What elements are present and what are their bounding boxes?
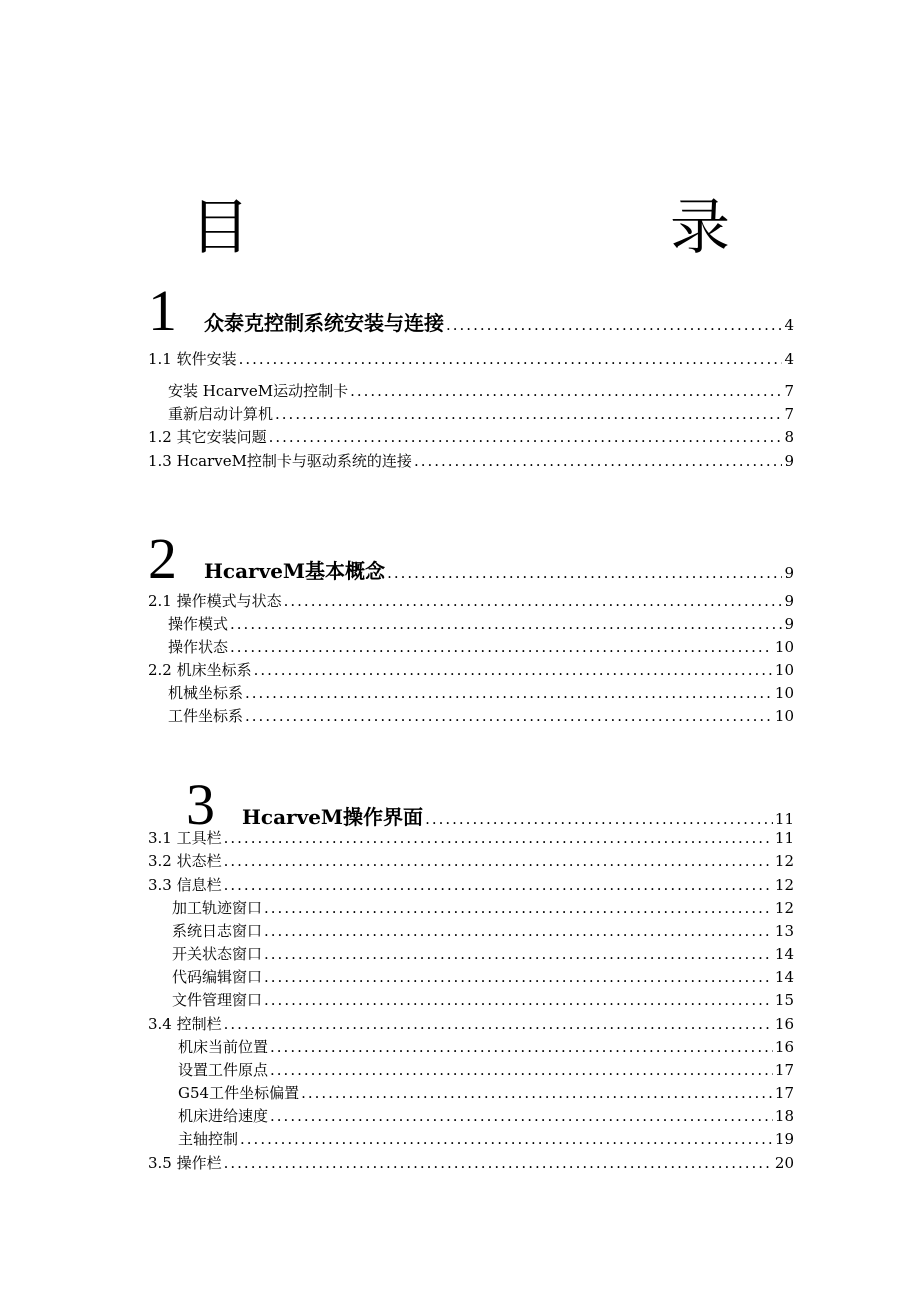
toc-entry[interactable]	[148, 827, 794, 849]
toc-entry[interactable]	[148, 348, 794, 370]
dot-leader	[254, 659, 773, 681]
toc-entry[interactable]	[178, 1082, 794, 1104]
chapter-number: 1	[148, 278, 177, 343]
page-number: 14	[774, 968, 794, 986]
dot-leader	[264, 920, 773, 942]
page-number: 10	[774, 638, 794, 656]
entry-label: 2.2 机床坐标系	[148, 661, 252, 679]
entry-label: 1.3 HcarveM控制卡与驱动系统的连接	[148, 452, 412, 470]
page-number: 20	[774, 1154, 794, 1172]
page-number: 10	[774, 661, 794, 679]
dot-leader	[264, 943, 773, 965]
page-title: 目 录	[190, 193, 830, 263]
dot-leader	[387, 564, 782, 582]
dot-leader	[240, 1128, 773, 1150]
toc-entry[interactable]	[148, 1152, 794, 1174]
page-number: 7	[784, 405, 794, 423]
dot-leader	[270, 1036, 773, 1058]
dot-leader	[224, 1013, 773, 1035]
toc-entry[interactable]	[148, 590, 794, 612]
toc-entry[interactable]	[148, 659, 794, 681]
toc-entry[interactable]	[148, 874, 794, 896]
entry-label: 3.4 控制栏	[148, 1015, 222, 1033]
page-number: 11	[774, 829, 794, 847]
dot-leader	[350, 380, 782, 402]
dot-leader	[224, 850, 773, 872]
chapter-title: HcarveM操作界面	[242, 805, 424, 829]
entry-label: 机械坐标系	[168, 684, 244, 702]
dot-leader	[414, 450, 783, 472]
chapter-title: 众泰克控制系统安装与连接	[204, 311, 444, 335]
page-number: 15	[774, 991, 794, 1009]
toc-entry[interactable]	[168, 613, 794, 635]
toc-chapter-3[interactable]	[186, 772, 794, 837]
dot-leader	[269, 426, 783, 448]
page-number: 11	[774, 810, 794, 828]
entry-label: 3.5 操作栏	[148, 1154, 222, 1172]
chapter-title: HcarveM基本概念	[204, 559, 386, 583]
toc-entry[interactable]	[178, 1105, 794, 1127]
toc-entry[interactable]	[168, 380, 794, 402]
entry-label: 机床当前位置	[178, 1038, 269, 1056]
toc-chapter-2[interactable]	[148, 526, 794, 591]
entry-label: 3.2 状态栏	[148, 852, 222, 870]
toc-entry[interactable]	[168, 403, 794, 425]
dot-leader	[245, 705, 773, 727]
page-number: 17	[774, 1061, 794, 1079]
toc-entry[interactable]	[168, 636, 794, 658]
page-number: 13	[774, 922, 794, 940]
entry-label: 3.3 信息栏	[148, 876, 222, 894]
dot-leader	[230, 636, 773, 658]
entry-label: 1.2 其它安装问题	[148, 428, 267, 446]
page-number: 19	[774, 1130, 794, 1148]
entry-label: 加工轨迹窗口	[172, 899, 263, 917]
dot-leader	[270, 1105, 773, 1127]
entry-label: 设置工件原点	[178, 1061, 269, 1079]
page-number: 9	[784, 592, 794, 610]
toc-entry[interactable]	[172, 966, 794, 988]
page-number: 4	[784, 316, 794, 334]
toc-entry[interactable]	[172, 920, 794, 942]
toc-entry[interactable]	[168, 705, 794, 727]
toc-entry[interactable]	[148, 1013, 794, 1035]
dot-leader	[301, 1082, 773, 1104]
entry-label: 3.1 工具栏	[148, 829, 222, 847]
dot-leader	[239, 348, 783, 370]
entry-label: 工件坐标系	[168, 707, 244, 725]
toc-entry[interactable]	[148, 450, 794, 472]
page-number: 7	[784, 382, 794, 400]
page-number: 8	[784, 428, 794, 446]
entry-label: 开关状态窗口	[172, 945, 263, 963]
dot-leader	[224, 1152, 773, 1174]
toc-entry[interactable]	[172, 943, 794, 965]
entry-label: 安装 HcarveM运动控制卡	[168, 382, 349, 400]
entry-label: 机床进给速度	[178, 1107, 269, 1125]
toc-entry[interactable]	[172, 897, 794, 919]
page-number: 4	[784, 350, 794, 368]
toc-entry[interactable]	[178, 1128, 794, 1150]
dot-leader	[275, 403, 782, 425]
toc-chapter-1[interactable]	[148, 278, 794, 343]
entry-label: G54工件坐标偏置	[178, 1084, 300, 1102]
chapter-number: 3	[186, 772, 215, 837]
entry-label: 1.1 软件安装	[148, 350, 237, 368]
dot-leader	[245, 682, 773, 704]
dot-leader	[264, 966, 773, 988]
dot-leader	[224, 827, 773, 849]
entry-label: 文件管理窗口	[172, 991, 263, 1009]
dot-leader	[425, 810, 773, 828]
entry-label: 系统日志窗口	[172, 922, 263, 940]
page-number: 9	[784, 452, 794, 470]
toc-entry[interactable]	[148, 426, 794, 448]
page-number: 16	[774, 1015, 794, 1033]
toc-entry[interactable]	[178, 1036, 794, 1058]
page-number: 10	[774, 684, 794, 702]
page-number: 17	[774, 1084, 794, 1102]
page-number: 16	[774, 1038, 794, 1056]
entry-label: 重新启动计算机	[168, 405, 274, 423]
toc-entry[interactable]	[178, 1059, 794, 1081]
page-number: 18	[774, 1107, 794, 1125]
entry-label: 操作状态	[168, 638, 229, 656]
entry-label: 2.1 操作模式与状态	[148, 592, 282, 610]
dot-leader	[284, 590, 783, 612]
dot-leader	[230, 613, 782, 635]
toc-entry[interactable]	[148, 850, 794, 872]
toc-entry[interactable]	[172, 989, 794, 1011]
dot-leader	[446, 316, 782, 334]
entry-label: 主轴控制	[178, 1130, 239, 1148]
page-number: 10	[774, 707, 794, 725]
toc-entry[interactable]	[168, 682, 794, 704]
dot-leader	[224, 874, 773, 896]
page-number: 9	[784, 615, 794, 633]
dot-leader	[264, 989, 773, 1011]
chapter-number: 2	[148, 526, 177, 591]
page-number: 9	[784, 564, 794, 582]
dot-leader	[264, 897, 773, 919]
entry-label: 代码编辑窗口	[172, 968, 263, 986]
dot-leader	[270, 1059, 773, 1081]
page-number: 14	[774, 945, 794, 963]
page-number: 12	[774, 899, 794, 917]
page-number: 12	[774, 876, 794, 894]
entry-label: 操作模式	[168, 615, 229, 633]
page-number: 12	[774, 852, 794, 870]
